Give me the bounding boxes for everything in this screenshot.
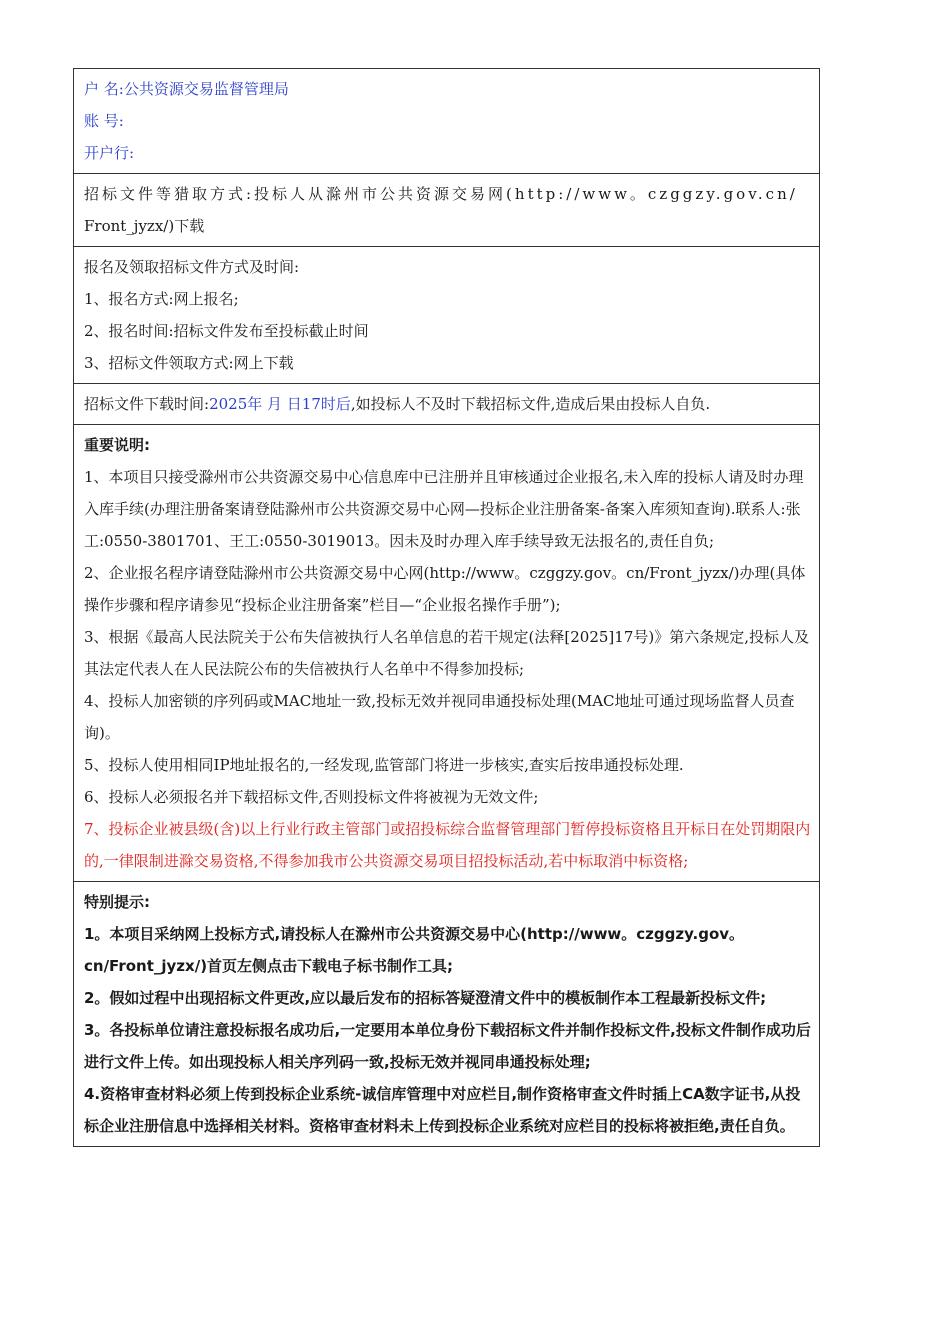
- registration-title: 报名及领取招标文件方式及时间:: [84, 258, 300, 276]
- special-item-2: 2。假如过程中出现招标文件更改,应以最后发布的招标答疑澄清文件中的模板制作本工程最新投标文件;: [84, 989, 767, 1007]
- notes-item-3: 3、根据《最高人民法院关于公布失信被执行人名单信息的若干规定(法释[2025]17号)》第六条规定,投标人及其法定代表人在人民法院公布的失信被执行人名单中不得参加投标;: [84, 628, 809, 678]
- notes-item-2: 2、企业报名程序请登陆滁州市公共资源交易中心网(http://www。czggzy.gov。cn/Front_jyzx/)办理(具体操作步骤和程序请参见“投标企业注册备案”栏目—“企业报名操作手册”);: [84, 564, 806, 614]
- obtain-cell: [74, 174, 819, 247]
- account-name: 户 名:公共资源交易监督管理局: [84, 80, 289, 98]
- registration-cell: [74, 247, 819, 384]
- download-cell: [74, 384, 819, 425]
- download-suffix: ,如投标人不及时下载招标文件,造成后果由投标人自负.: [350, 395, 711, 413]
- account-number: 账 号:: [84, 112, 124, 130]
- special-item-1: 1。本项目采纳网上投标方式,请投标人在滁州市公共资源交易中心(http://www。czggzy.gov。cn/Front_jyzx/)首页左侧点击下载电子标书制作工具;: [84, 925, 745, 975]
- notes-item-6: 6、投标人必须报名并下载招标文件,否则投标文件将被视为无效文件;: [84, 788, 539, 806]
- notes-item-1: 1、本项目只接受滁州市公共资源交易中心信息库中已注册并且审核通过企业报名,未入库的投标人请及时办理入库手续(办理注册备案请登陆滁州市公共资源交易中心网—投标企业注册备案-备案入库须知查询).联系人:张工:0550-3801701、王工:0550-3019013。因未及时办理入库手续导致无法报名的,责任自负;: [84, 468, 804, 550]
- special-title: 特别提示:: [84, 893, 150, 911]
- account-bank: 开户行:: [84, 144, 135, 162]
- registration-item-3: 3、招标文件领取方式:网上下载: [84, 354, 294, 372]
- notes-item-5: 5、投标人使用相同IP地址报名的,一经发现,监管部门将进一步核实,查实后按串通投标处理.: [84, 756, 684, 774]
- download-time: 2025年 月 日17时后: [209, 395, 351, 413]
- notes-title: 重要说明:: [84, 436, 150, 454]
- download-prefix: 招标文件下载时间:: [84, 395, 210, 413]
- account-cell: [74, 69, 819, 174]
- special-item-4: 4.资格审查材料必须上传到投标企业系统-诚信库管理中对应栏目,制作资格审查文件时插上CA数字证书,从投标企业注册信息中选择相关材料。资格审查材料未上传到投标企业系统对应栏目的投标将被拒绝,责任自负。: [84, 1085, 801, 1135]
- registration-item-2: 2、报名时间:招标文件发布至投标截止时间: [84, 322, 369, 340]
- notes-item-4: 4、投标人加密锁的序列码或MAC地址一致,投标无效并视同串通投标处理(MAC地址可通过现场监督人员查询)。: [84, 692, 795, 742]
- download-text: [84, 388, 811, 420]
- notes-cell: [74, 425, 819, 882]
- obtain-line-1: 招标文件等猎取方式:投标人从滁州市公共资源交易网(http://www。czggzy.gov.cn/: [84, 185, 798, 203]
- special-item-3: 3。各投标单位请注意投标报名成功后,一定要用本单位身份下载招标文件并制作投标文件,投标文件制作成功后进行文件上传。如出现投标人相关序列码一致,投标无效并视同串通投标处理;: [84, 1021, 811, 1071]
- obtain-line-2: Front_jyzx/)下载: [84, 217, 205, 235]
- registration-item-1: 1、报名方式:网上报名;: [84, 290, 239, 308]
- notes-item-7: 7、投标企业被县级(含)以上行业行政主管部门或招投标综合监督管理部门暂停投标资格且开标日在处罚期限内的,一律限制进滁交易资格,不得参加我市公共资源交易项目招投标活动,若中标取消中标资格;: [84, 820, 811, 870]
- notice-table: [73, 68, 820, 1147]
- special-cell: [74, 882, 819, 1146]
